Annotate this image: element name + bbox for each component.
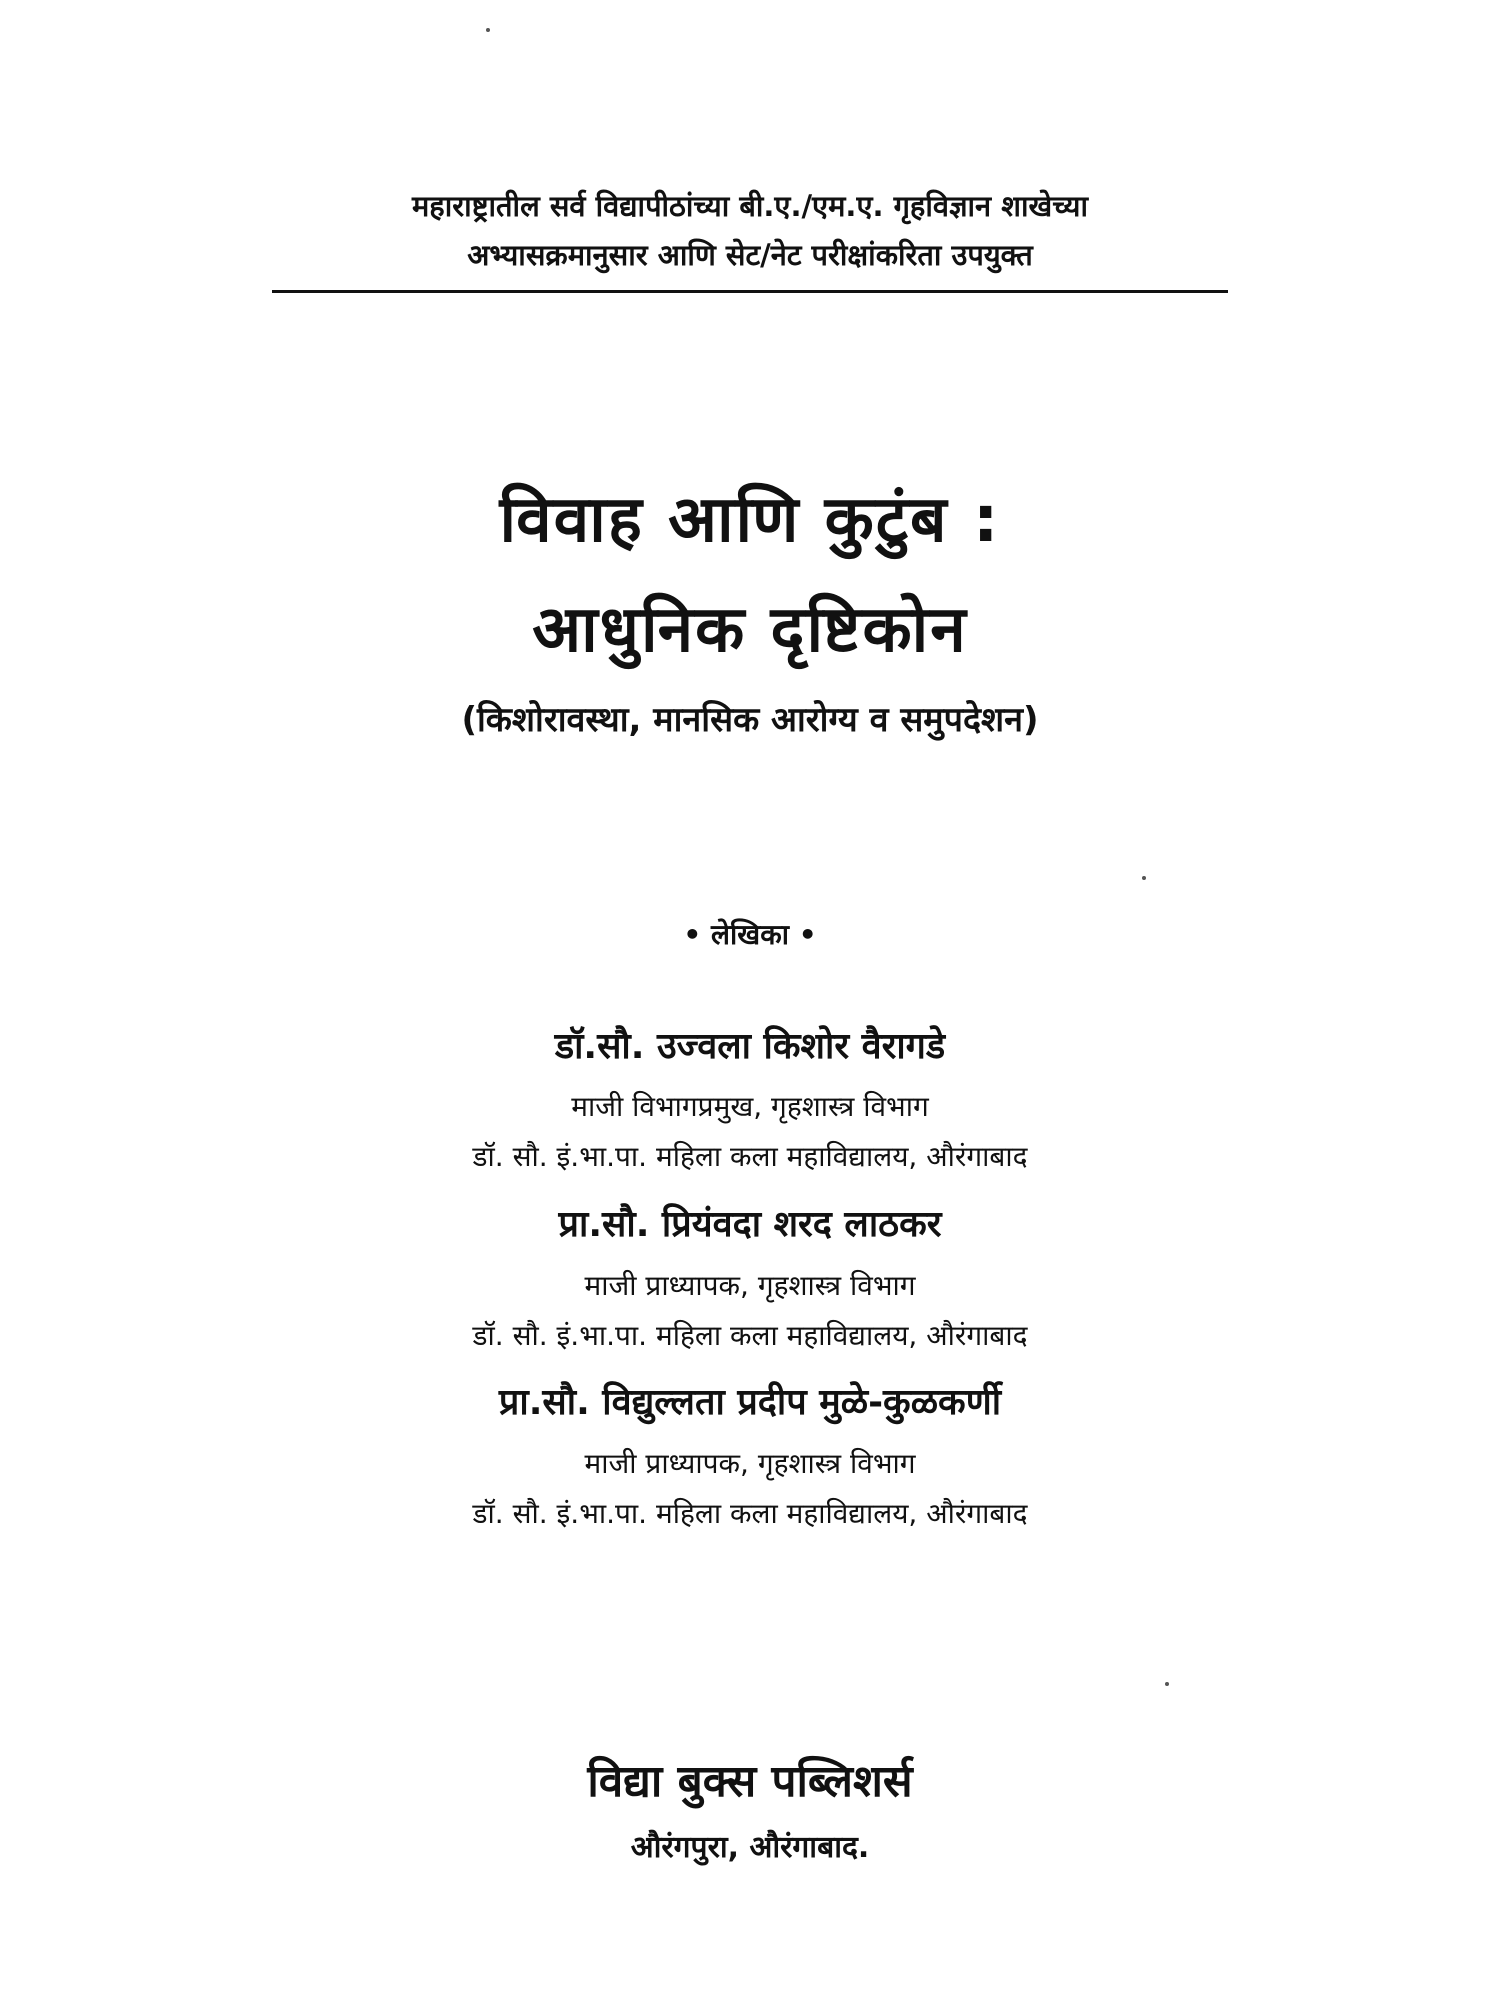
author-name: डॉ.सौ. उज्वला किशोर वैरागडे [554,1026,946,1067]
header-note-line-2: अभ्यासक्रमानुसार आणि सेट/नेट परीक्षांकरिता उपयुक्त [467,238,1033,272]
publisher-name: विद्या बुक्स पब्लिशर्स [587,1756,913,1807]
author-institution: डॉ. सौ. इं.भा.पा. महिला कला महाविद्यालय, औरंगाबाद [472,1497,1028,1530]
header-note-line-1: महाराष्ट्रातील सर्व विद्यापीठांच्या बी.ए./एम.ए. गृहविज्ञान शाखेच्या [411,189,1089,223]
author-position: माजी प्राध्यापक, गृहशास्त्र विभाग [584,1269,916,1302]
header-divider [272,290,1228,293]
scan-speck [1142,876,1146,880]
scan-speck [486,28,490,32]
authors-heading: • लेखिका • [683,918,817,951]
book-title-line-2: आधुनिक दृष्टिकोन [532,593,968,667]
author-position: माजी प्राध्यापक, गृहशास्त्र विभाग [584,1447,916,1480]
book-title-line-1: विवाह आणि कुटुंब : [499,483,1001,557]
book-subtitle: (किशोरावस्था, मानसिक आरोग्य व समुपदेशन) [461,700,1039,740]
author-position: माजी विभागप्रमुख, गृहशास्त्र विभाग [571,1090,929,1123]
scan-speck [1165,1682,1169,1686]
author-name: प्रा.सौ. विद्युल्लता प्रदीप मुळे-कुळकर्णी [498,1382,1002,1423]
publisher-city: औरंगपुरा, औरंगाबाद. [630,1830,870,1865]
author-institution: डॉ. सौ. इं.भा.पा. महिला कला महाविद्यालय, औरंगाबाद [472,1319,1028,1352]
author-name: प्रा.सौ. प्रियंवदा शरद लाठकर [558,1204,942,1245]
author-institution: डॉ. सौ. इं.भा.पा. महिला कला महाविद्यालय, औरंगाबाद [472,1140,1028,1173]
